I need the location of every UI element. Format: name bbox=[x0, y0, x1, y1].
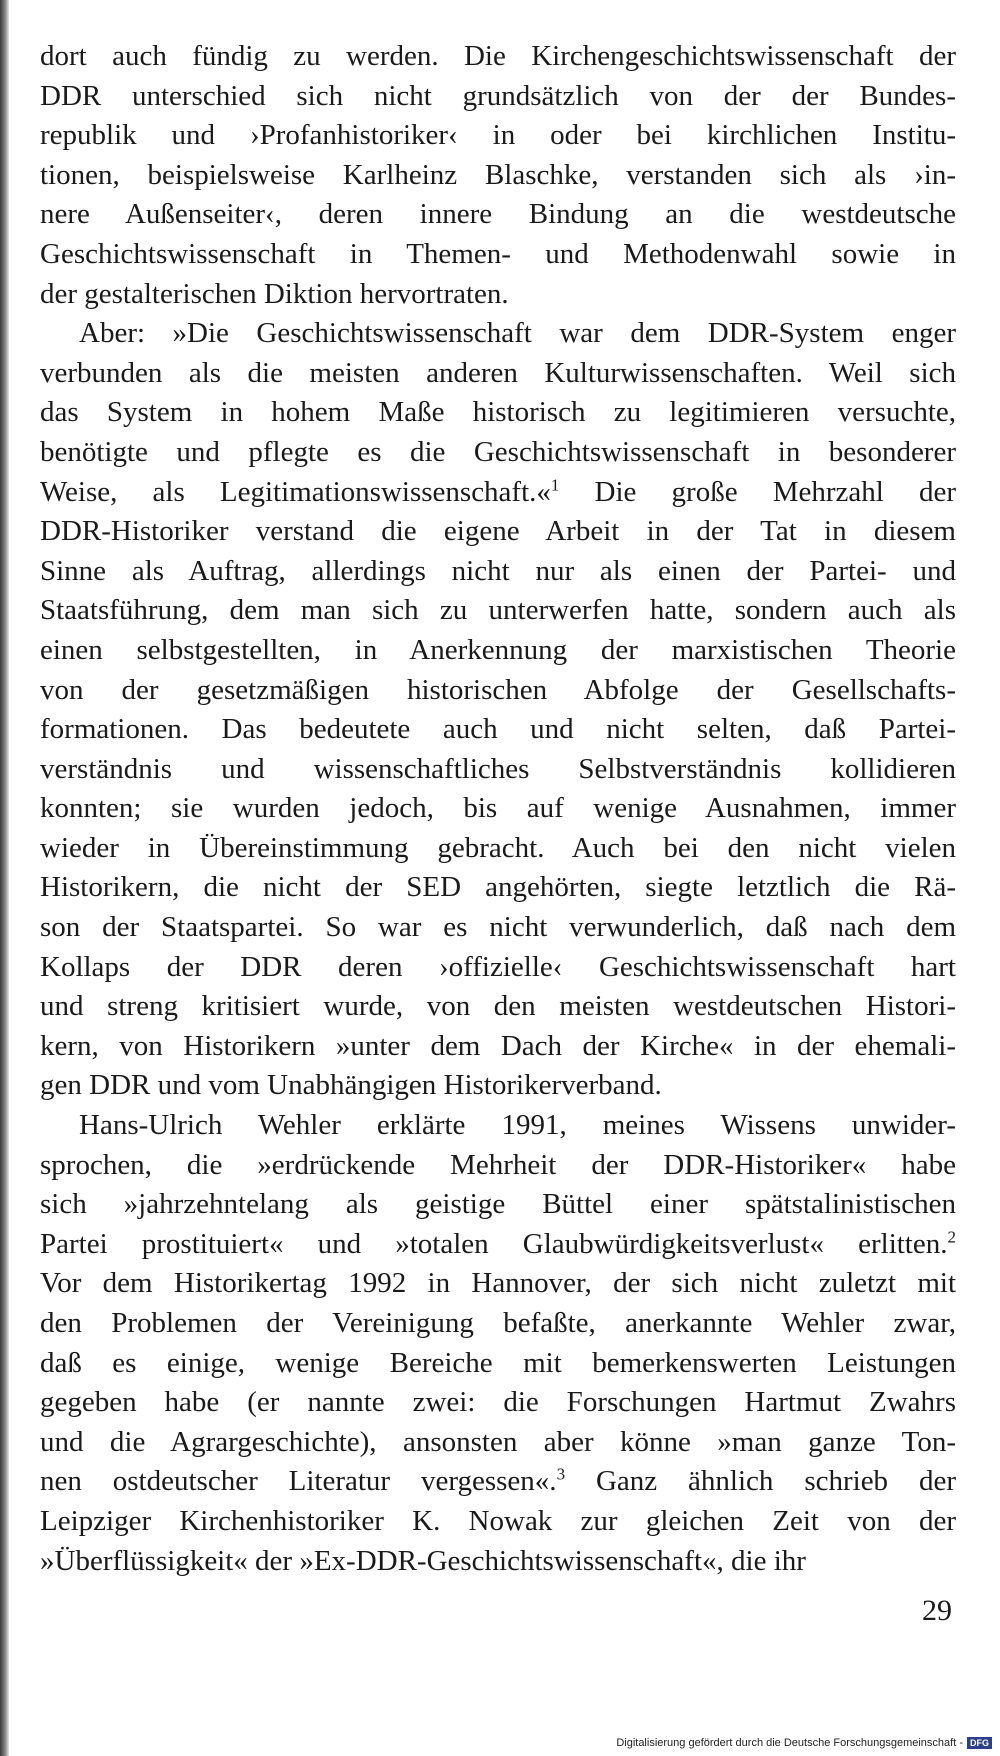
text-line: republik und ›Profanhistoriker‹ in oder bei kirchlichen Institu- bbox=[40, 119, 956, 152]
footnote-marker: 2 bbox=[947, 1227, 956, 1247]
body-paragraph bbox=[40, 1106, 956, 1581]
text-line: das System in hohem Maße historisch zu legitimieren versuchte, bbox=[40, 396, 956, 429]
text-line: gegeben habe (er nannte zwei: die Forschungen Hartmut Zwahrs bbox=[40, 1386, 956, 1419]
body-paragraph bbox=[40, 314, 956, 1106]
text-line: wieder in Übereinstimmung gebracht. Auch bei den nicht vielen bbox=[40, 831, 956, 864]
text-line: Kollaps der DDR deren ›offizielle‹ Geschichtswissenschaft hart bbox=[40, 950, 956, 983]
text-line: den Problemen der Vereinigung befaßte, anerkannte Wehler zwar, bbox=[40, 1307, 956, 1339]
text-line: Staatsführung, dem man sich zu unterwerfen hatte, sondern auch als bbox=[40, 594, 956, 627]
text-line: dort auch fündig zu werden. Die Kirchengeschichtswissenschaft der bbox=[40, 40, 956, 72]
text-segment: Partei prostituiert« und »totalen Glaubwürdigkeitsverlust« erlitten. bbox=[40, 1227, 948, 1260]
text-line: DDR unterschied sich nicht grundsätzlich von der der Bundes- bbox=[40, 79, 956, 112]
text-line: DDR-Historiker verstand die eigene Arbeit in der Tat in diesem bbox=[40, 515, 956, 548]
text-line: son der Staatspartei. So war es nicht verwunderlich, daß nach dem bbox=[40, 911, 956, 944]
text-line: verständnis und wissenschaftliches Selbstverständnis kollidieren bbox=[40, 752, 956, 785]
text-line: sich »jahrzehntelang als geistige Büttel einer spätstalinistischen bbox=[40, 1188, 956, 1221]
dfg-logo: DFG bbox=[967, 1737, 992, 1749]
text-segment: nen ostdeutscher Literatur vergessen«. bbox=[40, 1465, 557, 1498]
text-line: Leipziger Kirchenhistoriker K. Nowak zur gleichen Zeit von der bbox=[40, 1504, 956, 1537]
text-line: »Überflüssigkeit« der »Ex-DDR-Geschichtswissenschaft«, die ihr bbox=[40, 1544, 806, 1577]
text-line: benötigte und pflegte es die Geschichtswissenschaft in besonderer bbox=[40, 435, 956, 468]
scan-edge-shadow bbox=[0, 0, 9, 1756]
text-line: von der gesetzmäßigen historischen Abfolge der Gesellschafts- bbox=[40, 673, 956, 706]
text-line: formationen. Das bedeutete auch und nicht selten, daß Partei- bbox=[40, 713, 956, 746]
text-line bbox=[40, 1225, 956, 1265]
text-line: und die Agrargeschichte), ansonsten aber könne »man ganze Ton- bbox=[40, 1425, 956, 1458]
text-line: Vor dem Historikertag 1992 in Hannover, der sich nicht zuletzt mit bbox=[40, 1267, 956, 1300]
text-line: Sinne als Auftrag, allerdings nicht nur als einen der Partei- und bbox=[40, 554, 956, 587]
text-line: und streng kritisiert wurde, von den meisten westdeutschen Histori- bbox=[40, 990, 956, 1023]
text-line: verbunden als die meisten anderen Kulturwissenschaften. Weil sich bbox=[40, 356, 956, 389]
text-segment: Ganz ähnlich schrieb der bbox=[565, 1465, 956, 1498]
text-line: Aber: »Die Geschichtswissenschaft war dem DDR-System enger bbox=[79, 317, 956, 350]
body-paragraph bbox=[40, 37, 956, 314]
text-segment: Weise, als Legitimationswissenschaft.« bbox=[40, 475, 551, 508]
text-line: daß es einige, wenige Bereiche mit bemerkenswerten Leistungen bbox=[40, 1346, 956, 1379]
text-line: kern, von Historikern »unter dem Dach der Kirche« in der ehemali- bbox=[40, 1029, 956, 1062]
text-line bbox=[40, 1462, 956, 1502]
footnote-marker: 3 bbox=[556, 1464, 566, 1484]
text-line: tionen, beispielsweise Karlheinz Blaschke, verstanden sich als ›in- bbox=[40, 158, 956, 191]
text-line: Historikern, die nicht der SED angehörten, siegte letztlich die Rä- bbox=[40, 871, 956, 904]
digitization-footer bbox=[616, 1736, 992, 1750]
text-line: sprochen, die »erdrückende Mehrheit der DDR-Historiker« habe bbox=[40, 1148, 956, 1181]
text-line: konnten; sie wurden jedoch, bis auf wenige Ausnahmen, immer bbox=[40, 792, 956, 825]
text-segment: Die große Mehrzahl der bbox=[559, 475, 957, 508]
page-body bbox=[40, 37, 956, 1581]
page-number: 29 bbox=[922, 1594, 952, 1627]
text-line: einen selbstgestellten, in Anerkennung der marxistischen Theorie bbox=[40, 633, 956, 666]
text-line: gen DDR und vom Unabhängigen Historikerverband. bbox=[40, 1069, 662, 1102]
footnote-marker: 1 bbox=[550, 474, 560, 494]
footer-text: Digitalisierung gefördert durch die Deutsche Forschungsgemeinschaft - bbox=[616, 1737, 963, 1749]
text-line bbox=[40, 473, 956, 513]
text-line: Hans-Ulrich Wehler erklärte 1991, meines Wissens unwider- bbox=[79, 1109, 956, 1142]
text-line: nere Außenseiter‹, deren innere Bindung an die westdeutsche bbox=[40, 198, 956, 231]
text-line: Geschichtswissenschaft in Themen- und Methodenwahl sowie in bbox=[40, 237, 956, 270]
text-line: der gestalterischen Diktion hervortraten. bbox=[40, 277, 509, 310]
